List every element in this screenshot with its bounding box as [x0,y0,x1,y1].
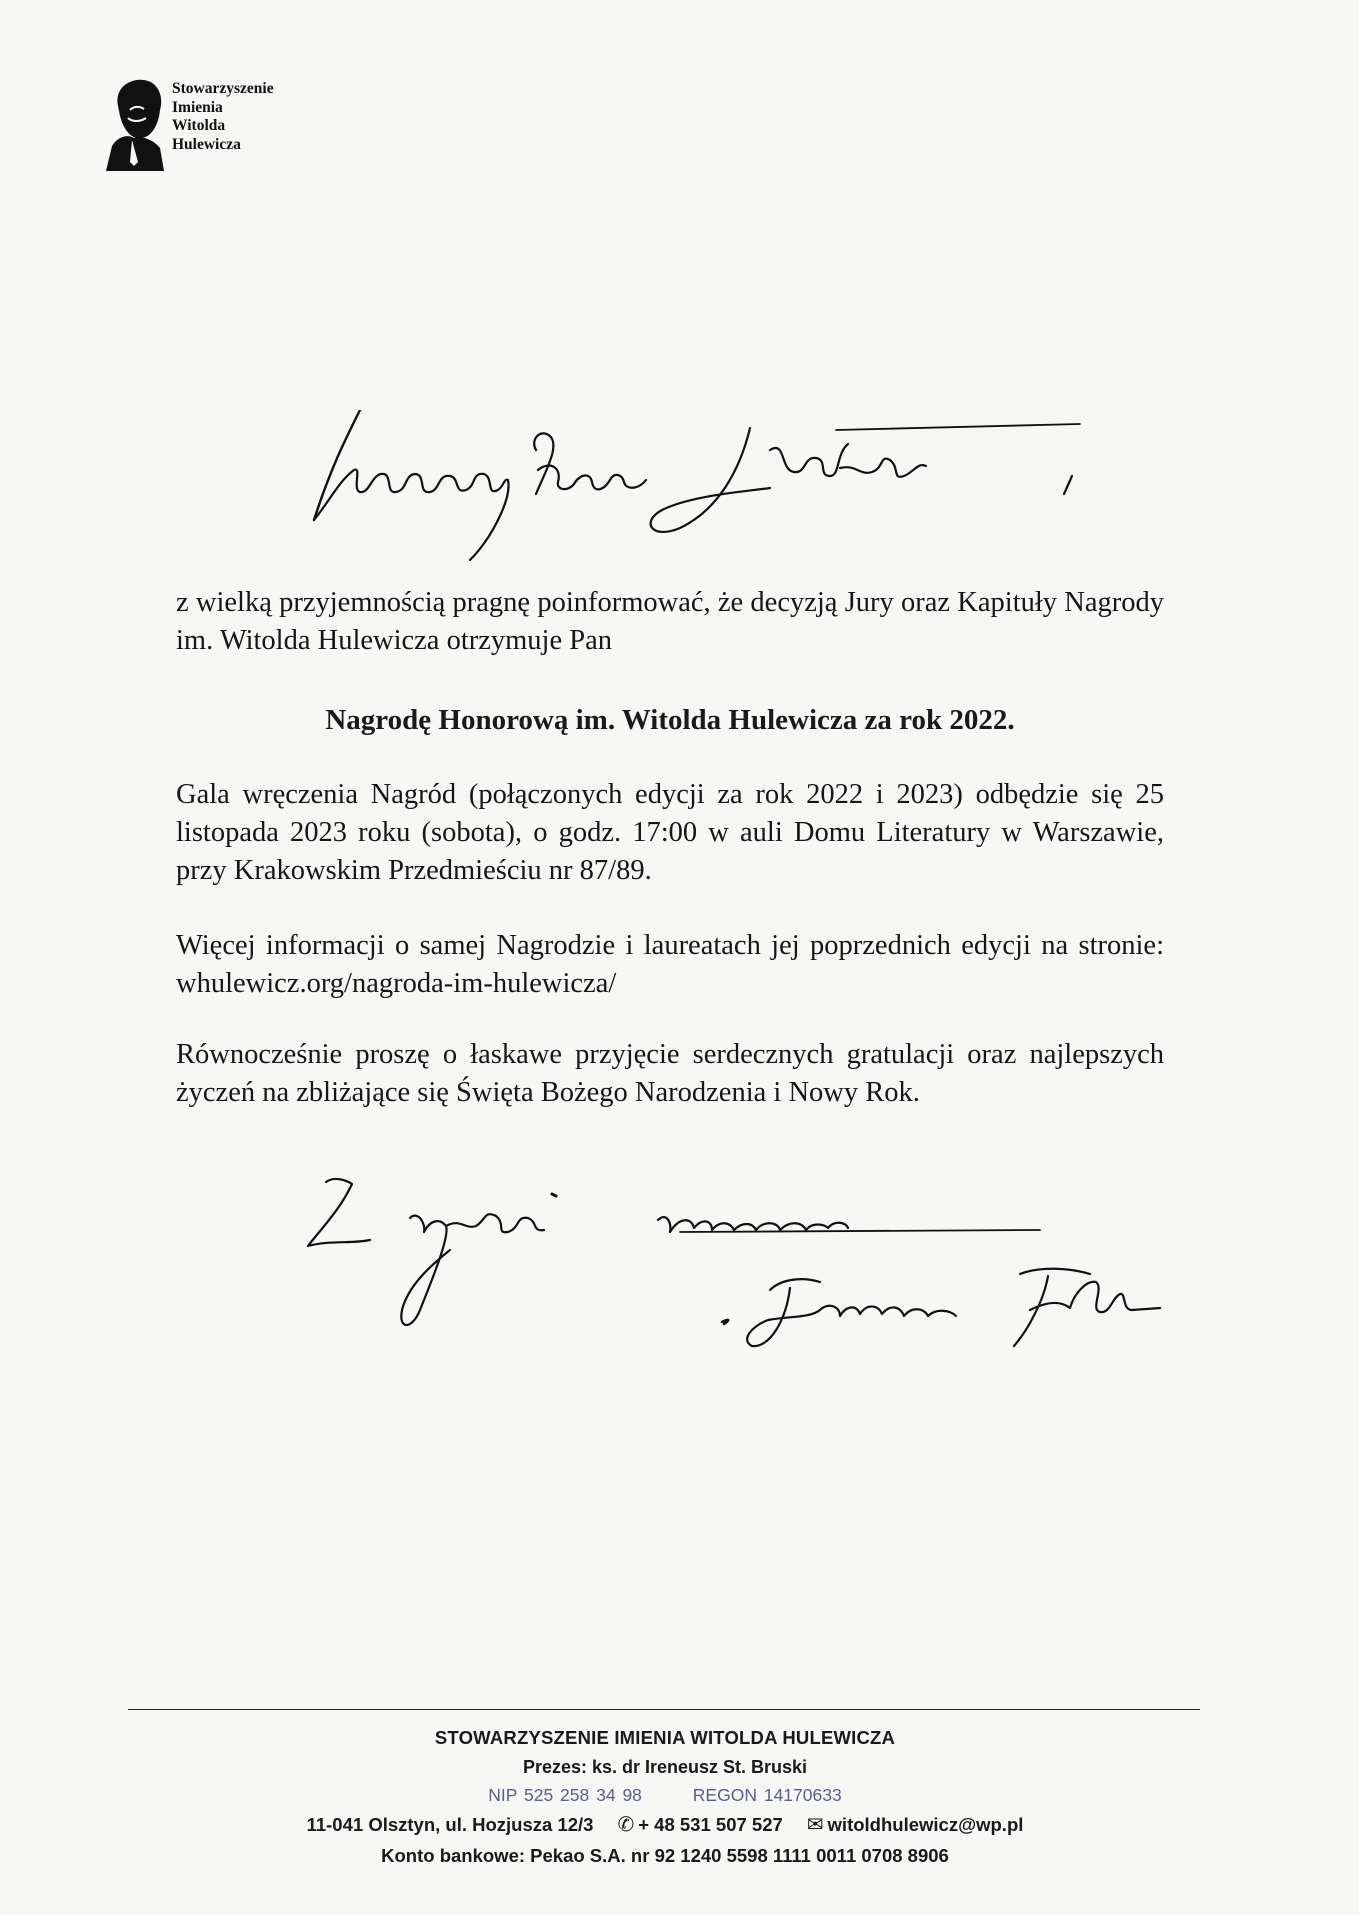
handwritten-closing-signature [300,1170,1200,1370]
phone-icon: ✆ [617,1814,635,1836]
footer-email[interactable]: witoldhulewicz@wp.pl [827,1814,1024,1835]
paragraph-gala: Gala wręczenia Nagród (połączonych edycji za rok 2022 i 2023) odbędzie się 25 listopada 2023 roku (sobota), o godz. 17:00 w auli Domu Literatury w Warszawie, przy Krakowskim Przedmieściu nr 87/89. [176,779,1164,886]
footer-divider [128,1709,1200,1710]
footer-nip: NIP 525 258 34 98 [488,1785,642,1805]
footer [130,1723,1200,1871]
handwritten-salutation [300,410,1100,590]
footer-president: Prezes: ks. dr Ireneusz St. Bruski [522,1757,808,1777]
footer-phone: + 48 531 507 527 [638,1814,783,1835]
footer-phone-group [617,1809,782,1841]
logo-line: Stowarzyszenie [172,80,274,97]
logo-wordmark [172,80,274,154]
portrait-icon [104,76,166,171]
logo-line: Hulewicza [172,135,241,153]
association-logo [104,76,274,171]
award-title: Nagrodę Honorową im. Witolda Hulewicza za rok 2022. [325,704,1015,736]
footer-org-name: STOWARZYSZENIE IMIENIA WITOLDA HULEWICZA [434,1727,896,1748]
footer-contact [130,1809,1200,1841]
footer-registration-ids [130,1781,1200,1809]
paragraph-wishes: Równocześnie proszę o łaskawe przyjęcie serdecznych gratulacji oraz najlepszych życzeń na zbliżające się Święta Bożego Narodzenia i Nowy Rok. [176,1039,1164,1108]
footer-bank-account: Konto bankowe: Pekao S.A. nr 92 1240 5598 1111 0011 0708 8906 [381,1845,949,1866]
paragraph-info: Więcej informacji o samej Nagrodzie i laureatach jej poprzednich edycji na stronie: whulewicz.org/nagroda-im-hulewicza/ [176,930,1164,999]
footer-address: 11-041 Olsztyn, ul. Hozjusza 12/3 [306,1814,594,1835]
email-icon: ✉ [806,1814,824,1836]
footer-email-group [807,1809,1024,1841]
logo-line: Witolda [172,117,226,134]
footer-regon: REGON 14170633 [692,1785,842,1805]
paragraph-intro: z wielką przyjemnością pragnę poinformować, że decyzją Jury oraz Kapituły Nagrody im. Witolda Hulewicza otrzymuje Pan [176,587,1164,656]
logo-line: Imienia [172,98,223,116]
